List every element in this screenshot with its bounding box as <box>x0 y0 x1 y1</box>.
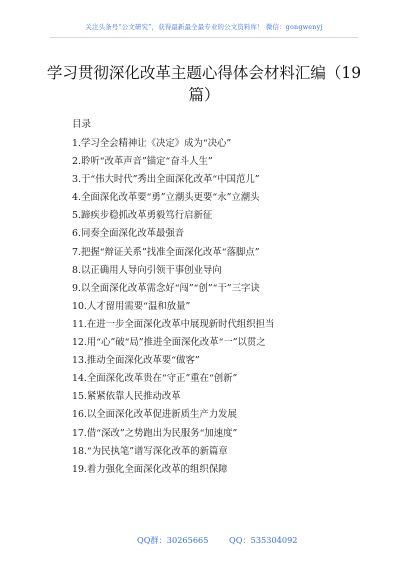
toc-item: 19.着力强化全面深化改革的组织保障 <box>72 463 228 475</box>
toc-item: 4.全面深化改革要“勇”立潮头更要“永”立潮头 <box>72 192 260 204</box>
document-title: 学习贯彻深化改革主题心得体会材料汇编（19篇） <box>46 64 362 104</box>
toc-item: 17.借“深改”之势跑出为民服务“加速度” <box>72 427 238 439</box>
qq-number: QQ：535304092 <box>229 535 298 545</box>
toc-heading: 目录 <box>72 119 92 130</box>
toc-item: 13.推动全面深化改革要“做客” <box>72 355 200 367</box>
toc-item: 18.“为民执笔”谱写深化改革的新篇章 <box>72 445 228 457</box>
toc-item: 8.以正确用人导向引领干事创业导向 <box>72 264 222 276</box>
qq-group-number: QQ群：30265665 <box>137 535 209 545</box>
toc-item: 1.学习全会精神让《决定》成为“决心” <box>72 138 232 149</box>
toc-item: 14.全面深化改革贵在“守正”重在“创新” <box>72 373 238 385</box>
toc-item: 11.在进一步全面深化改革中展现新时代组织担当 <box>72 318 275 330</box>
header-divider <box>50 37 358 38</box>
toc-item: 9.以全面深化改革需念好“闯”“创”“干”三字诀 <box>72 282 260 294</box>
table-of-contents <box>72 135 274 479</box>
toc-item: 3.于“伟大时代”秀出全面深化改革“中国范儿” <box>72 174 260 186</box>
toc-item: 10.人才留用需要“温和放量” <box>72 300 191 312</box>
toc-item: 15.紧紧依靠人民推动改革 <box>72 391 181 403</box>
toc-item: 7.把握“辩证关系”找准全面深化改革“落脚点” <box>72 246 260 258</box>
footer-contacts <box>0 533 408 547</box>
toc-item: 6.同奏全面深化改革最强音 <box>72 228 185 240</box>
toc-item: 16.以全面深化改革促进新质生产力发展 <box>72 409 237 421</box>
toc-item: 5.蹄疾步稳抓改革勇毅笃行启新征 <box>72 210 213 222</box>
toc-item: 12.用“心”破“局”推进全面深化改革“一”以贯之 <box>72 337 266 349</box>
header-promo-note: 关注头条号“公文研究”，获得最新最全最专业的公文资料库！ 微信：gongwenyj <box>85 23 323 31</box>
toc-item: 2.聆听“改革声音”锚定“奋斗人生” <box>72 156 213 168</box>
